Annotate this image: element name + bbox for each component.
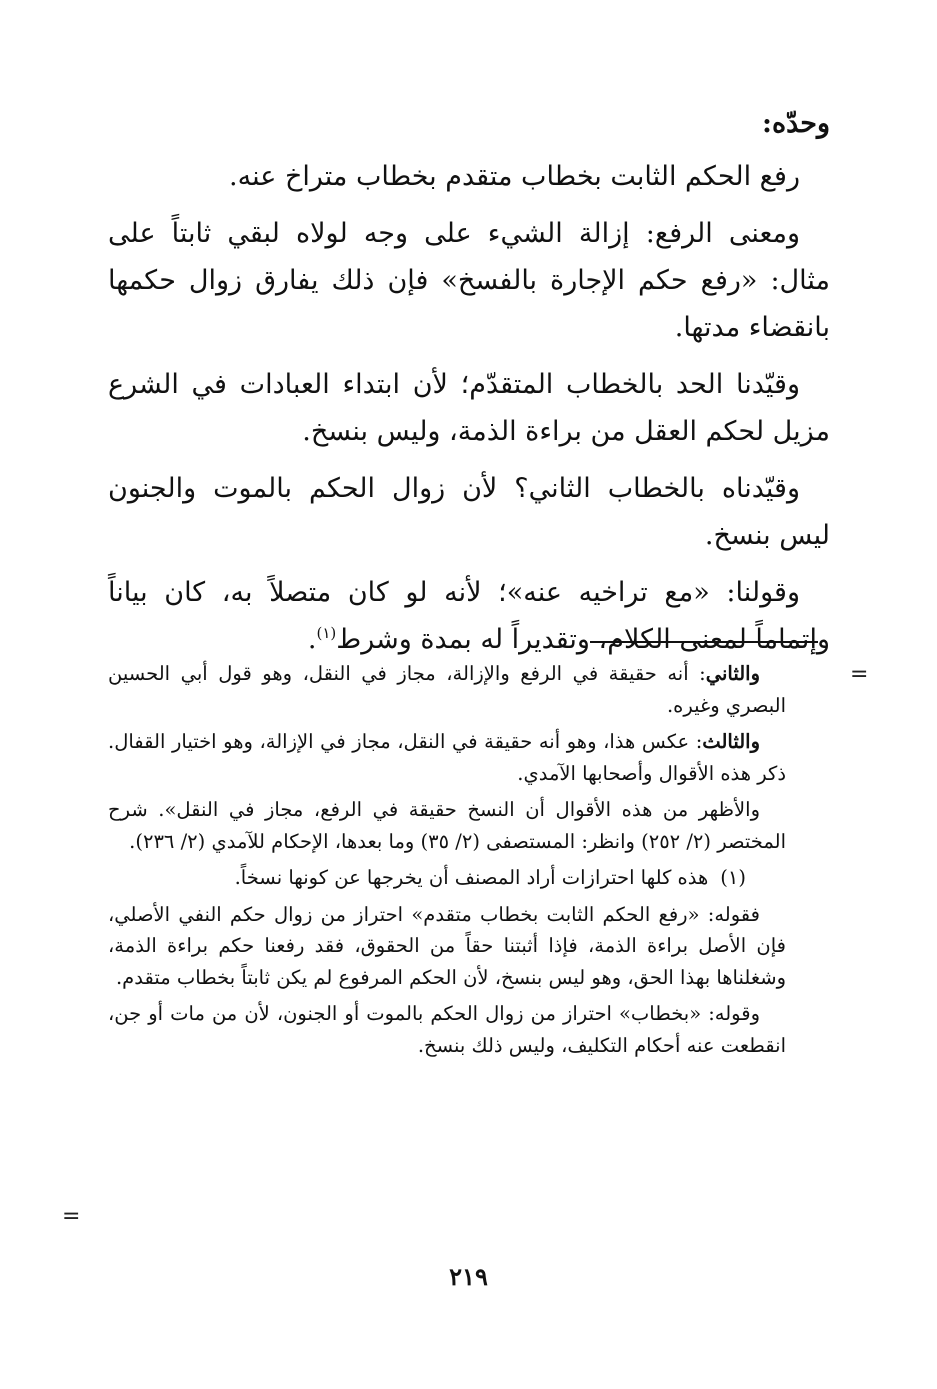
continues-marker: =: [62, 1204, 81, 1229]
section-heading: وحدّه:: [761, 108, 830, 139]
footnote-reference: (١): [316, 624, 337, 642]
third-opinion-text: : عكس هذا، وهو أنه حقيقة في النقل، مجاز في الإزالة، وهو اختيار القفال. ذكر هذه الأقوال وأصحابها الآمدي.: [108, 730, 786, 785]
footnotes: [108, 658, 786, 1066]
second-opinion-text: : أنه حقيقة في الرفع والإزالة، مجاز في النقل، وهو قول أبي الحسين البصري وغيره.: [108, 662, 786, 717]
footnote-1-number: (١): [720, 866, 746, 889]
footnote-1-paragraph-1: فقوله: «رفع الحكم الثابت بخطاب متقدم» احتراز من زوال حكم النفي الأصلي، فإن الأصل براءة الذمة، فإذا أثبتنا حقاً من الحقوق، فقد رفعنا حكم براءة الذمة، وشغلناها بهذا الحق، وهو ليس بنسخ، لأن الحكم المرفوع لم يكن ثابتاً بخطاب متقدم.: [108, 902, 786, 989]
paragraph-meaning-of-raf: ومعنى الرفع: إزالة الشيء على وجه لولاه لبقي ثابتاً على مثال: «رفع حكم الإجارة بالفسخ» فإن ذلك يفارق زوال حكمها بانقضاء مدتها.: [108, 218, 830, 343]
main-text: [108, 100, 830, 673]
paragraph-delay: [108, 569, 830, 663]
second-opinion-label: والثاني: [705, 662, 760, 685]
paragraph-delay-end: .: [307, 624, 317, 655]
paragraph-second-address: وقيّدناه بالخطاب الثاني؟ لأن زوال الحكم بالموت والجنون ليس بنسخ.: [108, 473, 830, 551]
paragraph-delay-text: وقولنا: «مع تراخيه عنه»؛ لأنه لو كان متصلاً به، كان بياناً وإتماماً لمعنى الكلام، وتقديراً له بمدة وشرط: [108, 577, 830, 655]
paragraph-prior-address: وقيّدنا الحد بالخطاب المتقدّم؛ لأن ابتداء العبادات في الشرع مزيل لحكم العقل من براءة الذمة، وليس بنسخ.: [108, 369, 830, 447]
footnote-1-paragraph-2: وقوله: «بخطاب» احتراز من زوال الحكم بالموت أو الجنون، لأن من مات أو جن، انقطعت عنه أحكام التكليف، وليس ذلك بنسخ.: [108, 1002, 786, 1057]
continued-marker: =: [850, 662, 869, 687]
footnote-1: [28, 862, 746, 894]
footnote-conclusion: والأظهر من هذه الأقوال أن النسخ حقيقة في الرفع، مجاز في النقل». شرح المختصر (٢/ ٢٥٢) وانظر: المستصفى (٢/ ٣٥) وما بعدها، الإحكام للآمدي (٢/ ٢٣٦).: [108, 798, 786, 853]
footnote-third-opinion: [108, 726, 786, 789]
footnote-second-opinion: [108, 658, 786, 721]
third-opinion-label: والثالث: [702, 730, 760, 753]
footnote-separator: [590, 641, 818, 643]
definition-paragraph: رفع الحكم الثابت بخطاب متقدم بخطاب متراخ عنه.: [229, 161, 800, 192]
page-number: ٢١٩: [449, 1262, 488, 1291]
footnote-1-text: هذه كلها احترازات أراد المصنف أن يخرجها عن كونها نسخاً.: [234, 866, 709, 889]
